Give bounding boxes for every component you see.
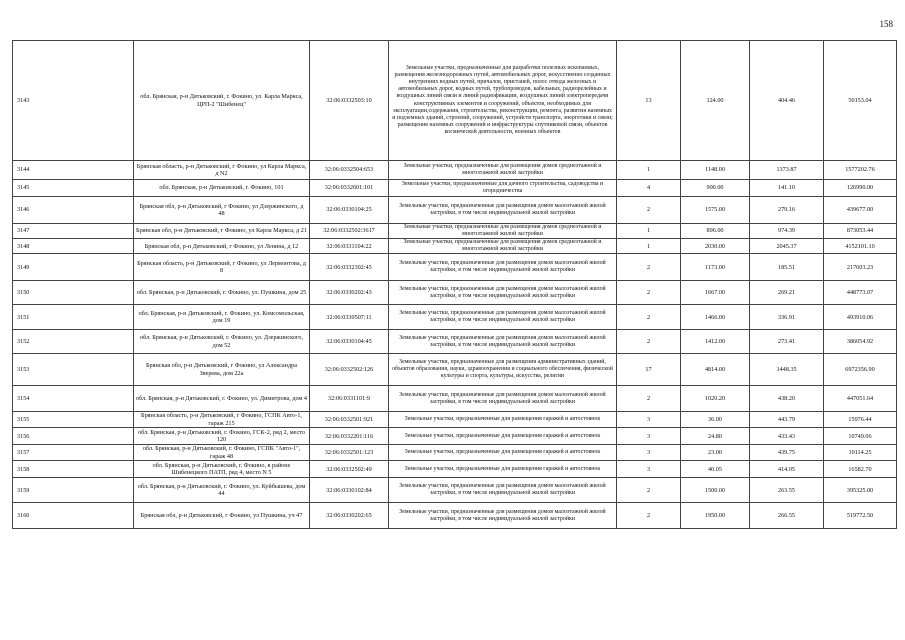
specific-value-cell: 438.20: [750, 386, 824, 412]
cadastral-number-cell: 32:06:0330104:25: [310, 197, 389, 224]
specific-value-cell: 433.43: [750, 428, 824, 445]
cadastral-value-cell: 493910.06: [824, 305, 897, 330]
row-number-cell: 3151: [13, 305, 134, 330]
cadastral-number-cell: 32:06:0332503:10: [310, 41, 389, 161]
table-body: [13, 41, 897, 529]
cadastral-number-cell: 32:06:0331104:22: [310, 239, 389, 254]
area-cell: 1412.00: [681, 330, 750, 354]
group-number-cell: 2: [617, 305, 681, 330]
land-use-cell: Земельные участки, предназначенные для размещения домов малоэтажной жилой застройки, в том числе индивидуальной жилой застройки: [389, 254, 617, 281]
cadastral-number-cell: 32:06:0332504:653: [310, 161, 389, 180]
area-cell: 4814.00: [681, 354, 750, 386]
address-cell: обл. Брянская, р-н Дятьковский, г. Фокино, в районе Шибенецкого ПАТП, ряд 4, место N 5: [134, 461, 310, 478]
land-use-cell: Земельные участки, предназначенные для размещения административных зданий, объектов образования, науки, здравоохранения и социального обеспечения, физической культуры и спорта, культуры, искусства, религии: [389, 354, 617, 386]
address-cell: Брянская обл, р-н Дятьковский, г Фокино, ул Ленина, д 12: [134, 239, 310, 254]
group-number-cell: 3: [617, 445, 681, 461]
cadastral-number-cell: 32:06:0332601:101: [310, 180, 389, 197]
area-cell: 1575.00: [681, 197, 750, 224]
cadastral-number-cell: 32:06:0332502:49: [310, 461, 389, 478]
table-row: [13, 41, 897, 161]
land-use-cell: Земельные участки, предназначенные для размещения домов среднеэтажной и многоэтажной жилой застройки: [389, 224, 617, 239]
row-number-cell: 3157: [13, 445, 134, 461]
row-number-cell: 3152: [13, 330, 134, 354]
table-row: [13, 428, 897, 445]
specific-value-cell: 266.55: [750, 503, 824, 529]
table-row: [13, 180, 897, 197]
row-number-cell: 3159: [13, 478, 134, 503]
area-cell: 124.00: [681, 41, 750, 161]
land-use-cell: Земельные участки, предназначенные для разработки полезных ископаемых, размещения железнодорожных путей, автомобильных дорог, искусственно созданных внутренних водных путей, причалов, пристаней, полос отвода железных и автомобильных дорог, водных путей, трубопроводов, кабельных, радиорелейных и воздушных линий связи и линий радиофикации, воздушных линий электропередачи конструктивных элементов и сооружений, объектов, необходимых для эксплуатации,содержания, строительства, реконструкции, ремонта, развития наземных и подземных зданий, строений, сооружений, устройств транспорта, энергетики и связи; размещения наземных сооружений и инфраструктуры спутниковой связи, объектов космической деятельности, военных объектов: [389, 41, 617, 161]
cadastral-value-cell: 4152101.10: [824, 239, 897, 254]
specific-value-cell: 1373.87: [750, 161, 824, 180]
cadastral-registry-table: [12, 40, 897, 529]
group-number-cell: 4: [617, 180, 681, 197]
cadastral-value-cell: 6972356.90: [824, 354, 897, 386]
address-cell: обл. Брянская, р-н Дятьковский, г. Фокино, ул. Куйбышева, дом 44: [134, 478, 310, 503]
land-use-cell: Земельные участки, предназначенные для размещения домов малоэтажной жилой застройки, в том числе индивидуальной жилой застройки: [389, 197, 617, 224]
specific-value-cell: 141.10: [750, 180, 824, 197]
group-number-cell: 3: [617, 412, 681, 428]
specific-value-cell: 336.91: [750, 305, 824, 330]
cadastral-value-cell: 15976.44: [824, 412, 897, 428]
address-cell: обл. Брянская, р-н Дятьковский, г. Фокино, ул. Карла Маркса, ЦРП-2 "Шибенец": [134, 41, 310, 161]
cadastral-value-cell: 448773.07: [824, 281, 897, 305]
area-cell: 24.80: [681, 428, 750, 445]
table-row: [13, 412, 897, 428]
cadastral-number-cell: 32:06:0330202:65: [310, 503, 389, 529]
cadastral-value-cell: 386054.92: [824, 330, 897, 354]
table-row: [13, 224, 897, 239]
land-use-cell: Земельные участки, предназначенные для размещения гаражей и автостоянок: [389, 428, 617, 445]
specific-value-cell: 439.75: [750, 445, 824, 461]
cadastral-number-cell: 32:06:0331101:9: [310, 386, 389, 412]
specific-value-cell: 404.46: [750, 41, 824, 161]
group-number-cell: 2: [617, 478, 681, 503]
area-cell: 1173.00: [681, 254, 750, 281]
row-number-cell: 3145: [13, 180, 134, 197]
specific-value-cell: 443.79: [750, 412, 824, 428]
address-cell: Брянская обл, р-н Дятьковский, г Фокино, ул Александра Зверева, дом 22а: [134, 354, 310, 386]
cadastral-number-cell: 32:06:0330104:45: [310, 330, 389, 354]
table-row: [13, 461, 897, 478]
area-cell: 1148.00: [681, 161, 750, 180]
row-number-cell: 3158: [13, 461, 134, 478]
row-number-cell: 3147: [13, 224, 134, 239]
area-cell: 896.00: [681, 224, 750, 239]
group-number-cell: 2: [617, 254, 681, 281]
group-number-cell: 13: [617, 41, 681, 161]
address-cell: обл. Брянская, р-н Дятьковский, г. Фокино, ГСК-2, ряд 2, место 120: [134, 428, 310, 445]
table-row: [13, 478, 897, 503]
specific-value-cell: 1448.35: [750, 354, 824, 386]
address-cell: обл. Брянская, р-н Дятьковский, г. Фокино, 101: [134, 180, 310, 197]
land-use-cell: Земельные участки, предназначенные для дачного строительства, садоводства и огородничества: [389, 180, 617, 197]
land-use-cell: Земельные участки, предназначенные для размещения домов среднеэтажной и многоэтажной жилой застройки: [389, 239, 617, 254]
land-use-cell: Земельные участки, предназначенные для размещения домов малоэтажной жилой застройки, в том числе индивидуальной жилой застройки: [389, 305, 617, 330]
row-number-cell: 3144: [13, 161, 134, 180]
cadastral-value-cell: 126990.00: [824, 180, 897, 197]
group-number-cell: 1: [617, 239, 681, 254]
land-use-cell: Земельные участки, предназначенные для размещения домов малоэтажной жилой застройки, в том числе индивидуальной жилой застройки: [389, 330, 617, 354]
cadastral-number-cell: 32:06:0330102:84: [310, 478, 389, 503]
cadastral-number-cell: 32:06:0330507:11: [310, 305, 389, 330]
address-cell: Брянская обл, р-н Дятьковский, г Фокино, ул Карла Маркса, д 21: [134, 224, 310, 239]
land-use-cell: Земельные участки, предназначенные для размещения домов малоэтажной жилой застройки, в том числе индивидуальной жилой застройки: [389, 281, 617, 305]
specific-value-cell: 414.05: [750, 461, 824, 478]
group-number-cell: 2: [617, 503, 681, 529]
cadastral-value-cell: 439677.00: [824, 197, 897, 224]
specific-value-cell: 269.21: [750, 281, 824, 305]
cadastral-value-cell: 10749.06: [824, 428, 897, 445]
group-number-cell: 2: [617, 197, 681, 224]
group-number-cell: 3: [617, 428, 681, 445]
cadastral-number-cell: 32:06:0332501:921: [310, 412, 389, 428]
specific-value-cell: 273.41: [750, 330, 824, 354]
cadastral-value-cell: 395325.00: [824, 478, 897, 503]
land-use-cell: Земельные участки, предназначенные для размещения гаражей и автостоянок: [389, 461, 617, 478]
table-row: [13, 197, 897, 224]
row-number-cell: 3156: [13, 428, 134, 445]
table-row: [13, 239, 897, 254]
address-cell: обл. Брянская, р-н Дятьковский, г. Фокино, ул. Дзержинского, дом 52: [134, 330, 310, 354]
land-use-cell: Земельные участки, предназначенные для размещения гаражей и автостоянок: [389, 412, 617, 428]
cadastral-value-cell: 1577202.76: [824, 161, 897, 180]
cadastral-number-cell: 32:06:0330202:43: [310, 281, 389, 305]
cadastral-number-cell: 32:06:0332502:126: [310, 354, 389, 386]
row-number-cell: 3143: [13, 41, 134, 161]
row-number-cell: 3155: [13, 412, 134, 428]
row-number-cell: 3160: [13, 503, 134, 529]
area-cell: 1020.20: [681, 386, 750, 412]
area-cell: 1667.00: [681, 281, 750, 305]
table-row: [13, 503, 897, 529]
table-row: [13, 445, 897, 461]
page-number: 158: [879, 19, 893, 29]
area-cell: 36.00: [681, 412, 750, 428]
group-number-cell: 2: [617, 281, 681, 305]
group-number-cell: 1: [617, 161, 681, 180]
cadastral-number-cell: 32:06:0332302:45: [310, 254, 389, 281]
land-use-cell: Земельные участки, предназначенные для размещения домов среднеэтажной и многоэтажной жилой застройки: [389, 161, 617, 180]
address-cell: Брянская обл, р-н Дятьковский, г Фокино, ул Дзержинского, д 48: [134, 197, 310, 224]
area-cell: 900.00: [681, 180, 750, 197]
address-cell: Брянская область, р-н Дятьковский, г Фокино, ул Лермонтова, д 8: [134, 254, 310, 281]
cadastral-value-cell: 873053.44: [824, 224, 897, 239]
area-cell: 1466.00: [681, 305, 750, 330]
row-number-cell: 3146: [13, 197, 134, 224]
table-row: [13, 161, 897, 180]
address-cell: обл. Брянская, р-н Дятьковский, г. Фокино, ГСПК "Авто-1", гараж 48: [134, 445, 310, 461]
table-row: [13, 254, 897, 281]
table-row: [13, 354, 897, 386]
land-use-cell: Земельные участки, предназначенные для размещения гаражей и автостоянок: [389, 445, 617, 461]
cadastral-value-cell: 50153.04: [824, 41, 897, 161]
area-cell: 1950.00: [681, 503, 750, 529]
land-use-cell: Земельные участки, предназначенные для размещения домов малоэтажной жилой застройки, в том числе индивидуальной жилой застройки: [389, 386, 617, 412]
specific-value-cell: 974.39: [750, 224, 824, 239]
row-number-cell: 3153: [13, 354, 134, 386]
cadastral-value-cell: 16582.70: [824, 461, 897, 478]
cadastral-number-cell: 32:06:0332501:123: [310, 445, 389, 461]
address-cell: обл. Брянская, р-н Дятьковский, г. Фокино, ул. Комсомольская, дом 19: [134, 305, 310, 330]
row-number-cell: 3148: [13, 239, 134, 254]
table-row: [13, 305, 897, 330]
cadastral-value-cell: 217603.23: [824, 254, 897, 281]
area-cell: 23.00: [681, 445, 750, 461]
row-number-cell: 3150: [13, 281, 134, 305]
area-cell: 1500.00: [681, 478, 750, 503]
address-cell: Брянская область, р-н Дятьковский, г Фокино, ГСПК Авто-1, гараж 215: [134, 412, 310, 428]
group-number-cell: 2: [617, 386, 681, 412]
address-cell: Брянская область, р-н Дятьковский, г Фокино, ул Карла Маркса, д N2: [134, 161, 310, 180]
row-number-cell: 3149: [13, 254, 134, 281]
table-row: [13, 330, 897, 354]
specific-value-cell: 263.55: [750, 478, 824, 503]
cadastral-value-cell: 10114.25: [824, 445, 897, 461]
area-cell: 2030.00: [681, 239, 750, 254]
address-cell: обл. Брянская, р-н Дятьковский, г. Фокино, ул. Пушкина, дом 25: [134, 281, 310, 305]
specific-value-cell: 2045.37: [750, 239, 824, 254]
group-number-cell: 3: [617, 461, 681, 478]
land-use-cell: Земельные участки, предназначенные для размещения домов малоэтажной жилой застройки, в том числе индивидуальной жилой застройки: [389, 478, 617, 503]
group-number-cell: 17: [617, 354, 681, 386]
specific-value-cell: 185.51: [750, 254, 824, 281]
specific-value-cell: 279.16: [750, 197, 824, 224]
group-number-cell: 2: [617, 330, 681, 354]
cadastral-value-cell: 447051.64: [824, 386, 897, 412]
land-use-cell: Земельные участки, предназначенные для размещения домов малоэтажной жилой застройки, в том числе индивидуальной жилой застройки: [389, 503, 617, 529]
cadastral-number-cell: 32:06:0332201:116: [310, 428, 389, 445]
row-number-cell: 3154: [13, 386, 134, 412]
area-cell: 40.05: [681, 461, 750, 478]
cadastral-number-cell: 32:06:0332502:3617: [310, 224, 389, 239]
address-cell: Брянская обл, р-н Дятьковский, г Фокино, ул Пушкина, уч 47: [134, 503, 310, 529]
group-number-cell: 1: [617, 224, 681, 239]
cadastral-value-cell: 519772.50: [824, 503, 897, 529]
table-row: [13, 386, 897, 412]
address-cell: обл. Брянская, р-н Дятьковский, г. Фокино, ул. Димитрова, дом 4: [134, 386, 310, 412]
table-row: [13, 281, 897, 305]
